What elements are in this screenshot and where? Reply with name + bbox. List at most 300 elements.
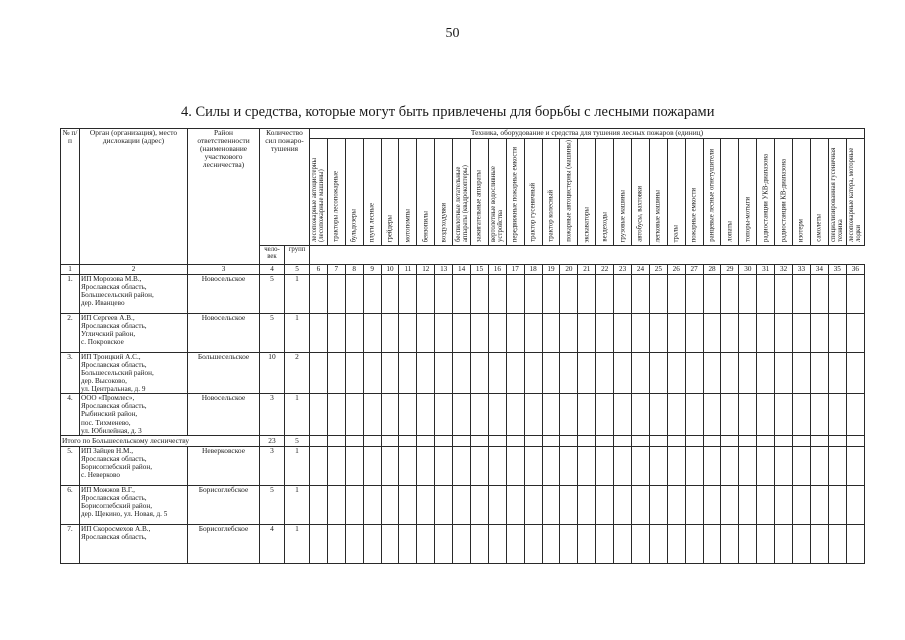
column-number: 6 [310, 265, 328, 275]
equipment-cell [828, 485, 846, 524]
vertical-header-label: пожарные автоцистерны (машины) [565, 140, 573, 242]
equipment-cell [614, 275, 632, 314]
table-row [61, 353, 865, 394]
equipment-cell [381, 524, 399, 563]
vertical-header-label: радиостанции УКВ-диапазона [762, 154, 770, 242]
subtotal-equipment-cell [524, 435, 542, 446]
vertical-header-cell [435, 139, 453, 246]
equipment-cell [327, 485, 345, 524]
vertical-header-cell [739, 139, 757, 246]
column-number: 35 [828, 265, 846, 275]
subtotal-equipment-cell [757, 435, 775, 446]
subtotal-equipment-cell [578, 435, 596, 446]
equipment-cell [846, 394, 864, 435]
equipment-cell [721, 353, 739, 394]
equipment-cell [381, 394, 399, 435]
equipment-cell [685, 394, 703, 435]
column-number: 16 [488, 265, 506, 275]
subtotal-label: Итого по Большесельскому лесничеству [61, 435, 260, 446]
equipment-cell [596, 314, 614, 353]
equipment-cell [793, 353, 811, 394]
equipment-cell [703, 275, 721, 314]
column-number: 25 [649, 265, 667, 275]
equipment-cell [739, 446, 757, 485]
equipment-cell [649, 394, 667, 435]
equipment-cell [775, 275, 793, 314]
column-number: 4 [260, 265, 285, 275]
equipment-cell [363, 446, 381, 485]
responsibility-district: Новосельское [188, 394, 260, 435]
equipment-cell [775, 394, 793, 435]
equipment-cell [488, 485, 506, 524]
vertical-header-label: тракторы лесопожарные [332, 171, 340, 242]
equipment-cell [649, 314, 667, 353]
vertical-header-label: лесопожарные катера, моторные лодки [848, 147, 863, 242]
equipment-cell [632, 394, 650, 435]
equipment-cell [435, 314, 453, 353]
equipment-cell [667, 524, 685, 563]
equipment-cell [739, 394, 757, 435]
equipment-cell [471, 314, 489, 353]
equipment-cell [632, 314, 650, 353]
equipment-cell [775, 446, 793, 485]
equipment-cell [596, 446, 614, 485]
equipment-cell [435, 446, 453, 485]
equipment-cell [846, 353, 864, 394]
vertical-header-label: трактор гусеничный [529, 183, 537, 242]
equipment-cell [810, 353, 828, 394]
subtotal-equipment-cell [596, 435, 614, 446]
column-number: 28 [703, 265, 721, 275]
vertical-header-cell [685, 139, 703, 246]
vertical-header-cell [506, 139, 524, 246]
equipment-cell [381, 353, 399, 394]
equipment-cell [793, 314, 811, 353]
equipment-cell [488, 353, 506, 394]
groups-count: 2 [285, 353, 310, 394]
equipment-cell [524, 524, 542, 563]
equipment-cell [524, 485, 542, 524]
table-row [61, 314, 865, 353]
equipment-cell [453, 314, 471, 353]
equipment-cell [828, 353, 846, 394]
subtotal-equipment-cell [471, 435, 489, 446]
equipment-cell [596, 394, 614, 435]
page-number: 50 [445, 26, 460, 41]
equipment-cell [596, 485, 614, 524]
subtotal-equipment-cell [667, 435, 685, 446]
equipment-cell [488, 524, 506, 563]
vertical-header-label: воздуходувки [440, 202, 448, 242]
equipment-cell [310, 353, 328, 394]
column-number: 13 [435, 265, 453, 275]
equipment-cell [649, 485, 667, 524]
equipment-cell [685, 275, 703, 314]
column-number: 27 [685, 265, 703, 275]
equipment-cell [739, 485, 757, 524]
equipment-cell [453, 524, 471, 563]
equipment-cell [435, 394, 453, 435]
equipment-cell [667, 275, 685, 314]
subtotal-equipment-cell [327, 435, 345, 446]
equipment-cell [632, 353, 650, 394]
equipment-cell [560, 314, 578, 353]
equipment-cell [757, 394, 775, 435]
equipment-cell [488, 394, 506, 435]
vertical-header-label: специализированная гусеничная техника [830, 147, 845, 242]
equipment-cell [488, 275, 506, 314]
vertical-header-label: трактор колесный [547, 190, 555, 242]
equipment-cell [524, 394, 542, 435]
subtotal-equipment-cell [775, 435, 793, 446]
column-number: 32 [775, 265, 793, 275]
equipment-cell [828, 394, 846, 435]
column-number: 26 [667, 265, 685, 275]
equipment-cell [578, 485, 596, 524]
vertical-header-cell [310, 139, 328, 246]
equipment-cell [739, 353, 757, 394]
equipment-cell [399, 524, 417, 563]
row-number: 4. [61, 394, 80, 435]
equipment-cell [327, 394, 345, 435]
vertical-header-label: тралы [672, 224, 680, 242]
subtotal-equipment-cell [739, 435, 757, 446]
row-number: 6. [61, 485, 80, 524]
people-count: 5 [260, 485, 285, 524]
equipment-cell [757, 353, 775, 394]
header-tech: Техника, оборудование и средства для тушения лесных пожаров (единиц) [310, 129, 865, 139]
equipment-cell [542, 446, 560, 485]
header-row-1 [61, 129, 865, 139]
vertical-header-cell [578, 139, 596, 246]
equipment-cell [810, 485, 828, 524]
section-title: 4. Силы и средства, которые могут быть привлечены для борьбы с лесными пожарами [181, 104, 715, 120]
column-number: 24 [632, 265, 650, 275]
equipment-cell [542, 485, 560, 524]
vertical-header-cell [363, 139, 381, 246]
equipment-cell [649, 446, 667, 485]
vertical-header-cell [560, 139, 578, 246]
responsibility-district: Новосельское [188, 275, 260, 314]
organization-address: ООО «Промлес», Ярославская область, Рыбинский район, пос. Тихменево, ул. Юбилейная, д. 3 [80, 394, 188, 435]
column-number: 9 [363, 265, 381, 275]
vertical-header-label: радиостанции КВ-диапазона [780, 158, 788, 242]
equipment-cell [721, 394, 739, 435]
column-number: 12 [417, 265, 435, 275]
vertical-header-cell [632, 139, 650, 246]
organization-address: ИП Зайцев Н.М., Ярославская область, Борисоглебский район, с. Неверково [80, 446, 188, 485]
vertical-header-label: пожарные емкости [690, 187, 698, 242]
equipment-cell [506, 446, 524, 485]
equipment-cell [524, 275, 542, 314]
responsibility-district: Борисоглебское [188, 485, 260, 524]
vertical-header-label: самолеты [815, 214, 823, 242]
equipment-cell [417, 446, 435, 485]
column-number: 11 [399, 265, 417, 275]
row-number: 7. [61, 524, 80, 563]
equipment-cell [632, 446, 650, 485]
subtotal-equipment-cell [435, 435, 453, 446]
equipment-cell [685, 524, 703, 563]
equipment-cell [310, 394, 328, 435]
equipment-cell [453, 485, 471, 524]
vertical-header-cell [667, 139, 685, 246]
equipment-cell [596, 524, 614, 563]
equipment-cell [471, 275, 489, 314]
column-number: 10 [381, 265, 399, 275]
column-number: 8 [345, 265, 363, 275]
equipment-cell [327, 275, 345, 314]
equipment-cell [327, 314, 345, 353]
equipment-cell [399, 394, 417, 435]
table-row [61, 446, 865, 485]
equipment-cell [828, 524, 846, 563]
equipment-cell [578, 394, 596, 435]
equipment-cell [506, 394, 524, 435]
people-count: 5 [260, 314, 285, 353]
vertical-header-label: зажигательные аппараты [475, 169, 483, 242]
vertical-header-cell [649, 139, 667, 246]
equipment-cell [310, 524, 328, 563]
groups-count: 1 [285, 275, 310, 314]
equipment-cell [381, 275, 399, 314]
column-number: 1 [61, 265, 80, 275]
equipment-cell [435, 485, 453, 524]
column-number: 31 [757, 265, 775, 275]
equipment-cell [614, 485, 632, 524]
equipment-cell [399, 446, 417, 485]
equipment-cell [739, 524, 757, 563]
people-count: 3 [260, 446, 285, 485]
subtotal-equipment-cell [345, 435, 363, 446]
equipment-cell [614, 524, 632, 563]
equipment-cell [310, 275, 328, 314]
equipment-cell [685, 314, 703, 353]
equipment-cell [506, 353, 524, 394]
equipment-cell [399, 485, 417, 524]
equipment-cell [417, 485, 435, 524]
column-number: 17 [506, 265, 524, 275]
equipment-cell [649, 353, 667, 394]
organization-address: ИП Можжов В.Г., Ярославская область, Борисоглебский район, дер. Щекино, ул. Новая, д. 5 [80, 485, 188, 524]
equipment-cell [345, 353, 363, 394]
column-number: 14 [453, 265, 471, 275]
column-number: 3 [188, 265, 260, 275]
equipment-cell [667, 314, 685, 353]
vertical-header-label: автобусы, вахтовки [636, 186, 644, 242]
vertical-header-cell [471, 139, 489, 246]
table-row [61, 394, 865, 435]
equipment-cell [345, 524, 363, 563]
vertical-header-label: топоры-мотыги [744, 196, 752, 242]
subtotal-equipment-cell [721, 435, 739, 446]
column-number: 22 [596, 265, 614, 275]
equipment-cell [506, 485, 524, 524]
subtotal-equipment-cell [399, 435, 417, 446]
equipment-cell [399, 353, 417, 394]
equipment-cell [614, 314, 632, 353]
equipment-cell [846, 275, 864, 314]
equipment-cell [345, 446, 363, 485]
equipment-cell [560, 353, 578, 394]
subtotal-equipment-cell [542, 435, 560, 446]
organization-address: ИП Морозова М.В., Ярославская область, Большесельский район, дер. Иванцево [80, 275, 188, 314]
header-groups: групп [285, 246, 310, 265]
vertical-header-cell [846, 139, 864, 246]
subtotal-equipment-cell [417, 435, 435, 446]
equipment-cell [310, 314, 328, 353]
groups-count: 1 [285, 446, 310, 485]
vertical-header-label: бульдозеры [350, 208, 358, 242]
equipment-cell [793, 524, 811, 563]
row-number: 1. [61, 275, 80, 314]
vertical-header-cell [810, 139, 828, 246]
subtotal-equipment-cell [828, 435, 846, 446]
equipment-cell [685, 353, 703, 394]
table-row [61, 275, 865, 314]
equipment-cell [810, 394, 828, 435]
equipment-cell [846, 524, 864, 563]
equipment-cell [399, 314, 417, 353]
equipment-cell [721, 446, 739, 485]
equipment-cell [453, 275, 471, 314]
equipment-cell [721, 524, 739, 563]
subtotal-equipment-cell [560, 435, 578, 446]
groups-count: 1 [285, 524, 310, 563]
equipment-cell [578, 524, 596, 563]
column-number-row [61, 265, 865, 275]
subtotal-equipment-cell [488, 435, 506, 446]
vertical-header-cell [381, 139, 399, 246]
column-number: 7 [327, 265, 345, 275]
column-number: 15 [471, 265, 489, 275]
equipment-cell [846, 314, 864, 353]
equipment-cell [327, 353, 345, 394]
subtotal-equipment-cell [846, 435, 864, 446]
equipment-cell [846, 446, 864, 485]
equipment-cell [327, 524, 345, 563]
column-number: 20 [560, 265, 578, 275]
equipment-cell [542, 524, 560, 563]
vertical-header-label: грейдеры [386, 214, 394, 242]
equipment-cell [524, 446, 542, 485]
table-row [61, 524, 865, 563]
subtotal-equipment-cell [685, 435, 703, 446]
equipment-cell [471, 394, 489, 435]
vertical-header-cell [524, 139, 542, 246]
equipment-cell [542, 275, 560, 314]
equipment-cell [703, 394, 721, 435]
subtotal-equipment-cell [614, 435, 632, 446]
equipment-cell [381, 485, 399, 524]
header-district: Район ответственности (наименование участкового лесничества) [188, 129, 260, 265]
responsibility-district: Неверковское [188, 446, 260, 485]
row-number: 5. [61, 446, 80, 485]
vertical-header-cell [488, 139, 506, 246]
organization-address: ИП Сергеев А.В., Ярославская область, Угличский район, с. Покровское [80, 314, 188, 353]
subtotal-equipment-cell [453, 435, 471, 446]
equipment-cell [363, 314, 381, 353]
equipment-cell [614, 394, 632, 435]
column-number: 29 [721, 265, 739, 275]
equipment-cell [828, 275, 846, 314]
vertical-header-label: беспилотные летательные аппараты (квадрокоптеры) [454, 165, 469, 242]
equipment-cell [363, 524, 381, 563]
equipment-cell [649, 275, 667, 314]
vertical-header-cell [793, 139, 811, 246]
column-number: 2 [80, 265, 188, 275]
vertical-header-label: вездеходы [601, 212, 609, 242]
groups-count: 1 [285, 485, 310, 524]
equipment-cell [685, 446, 703, 485]
equipment-cell [506, 524, 524, 563]
vertical-header-label: изотерм [797, 218, 805, 242]
equipment-cell [417, 394, 435, 435]
equipment-cell [667, 353, 685, 394]
equipment-cell [399, 275, 417, 314]
equipment-cell [471, 353, 489, 394]
equipment-cell [721, 275, 739, 314]
column-number: 33 [793, 265, 811, 275]
people-count: 10 [260, 353, 285, 394]
organization-address: ИП Скоросмехов А.В., Ярославская область, [80, 524, 188, 563]
equipment-cell [542, 394, 560, 435]
equipment-cell [828, 446, 846, 485]
equipment-cell [453, 446, 471, 485]
equipment-cell [310, 485, 328, 524]
vertical-header-cell [345, 139, 363, 246]
subtotal-equipment-cell [649, 435, 667, 446]
equipment-cell [560, 275, 578, 314]
subtotal-equipment-cell [506, 435, 524, 446]
equipment-cell [560, 485, 578, 524]
equipment-cell [471, 524, 489, 563]
equipment-cell [560, 524, 578, 563]
equipment-cell [632, 275, 650, 314]
vertical-header-label: передвижные пожарные емкости [511, 146, 519, 242]
header-num: № п/п [61, 129, 80, 265]
row-number: 2. [61, 314, 80, 353]
equipment-cell [542, 353, 560, 394]
equipment-cell [310, 446, 328, 485]
equipment-cell [506, 314, 524, 353]
equipment-cell [757, 446, 775, 485]
equipment-cell [471, 485, 489, 524]
equipment-cell [363, 275, 381, 314]
equipment-cell [775, 485, 793, 524]
organization-address: ИП Троицкий А.С., Ярославская область, Большесельский район, дер. Высоково, ул. Центральная, д. 9 [80, 353, 188, 394]
vertical-header-label: лесопожарные автоцистерны (лесопожарные машины) [311, 157, 326, 242]
equipment-cell [703, 446, 721, 485]
subtotal-equipment-cell [810, 435, 828, 446]
vertical-header-cell [453, 139, 471, 246]
equipment-cell [757, 485, 775, 524]
equipment-cell [810, 524, 828, 563]
equipment-cell [721, 485, 739, 524]
vertical-header-label: грузовые машины [619, 189, 627, 242]
equipment-cell [471, 446, 489, 485]
equipment-cell [596, 353, 614, 394]
equipment-cell [703, 353, 721, 394]
subtotal-row [61, 435, 865, 446]
equipment-cell [703, 524, 721, 563]
equipment-cell [667, 446, 685, 485]
responsibility-district: Большесельское [188, 353, 260, 394]
header-people: чело-век [260, 246, 285, 265]
table-row [61, 485, 865, 524]
equipment-cell [793, 485, 811, 524]
column-number: 19 [542, 265, 560, 275]
